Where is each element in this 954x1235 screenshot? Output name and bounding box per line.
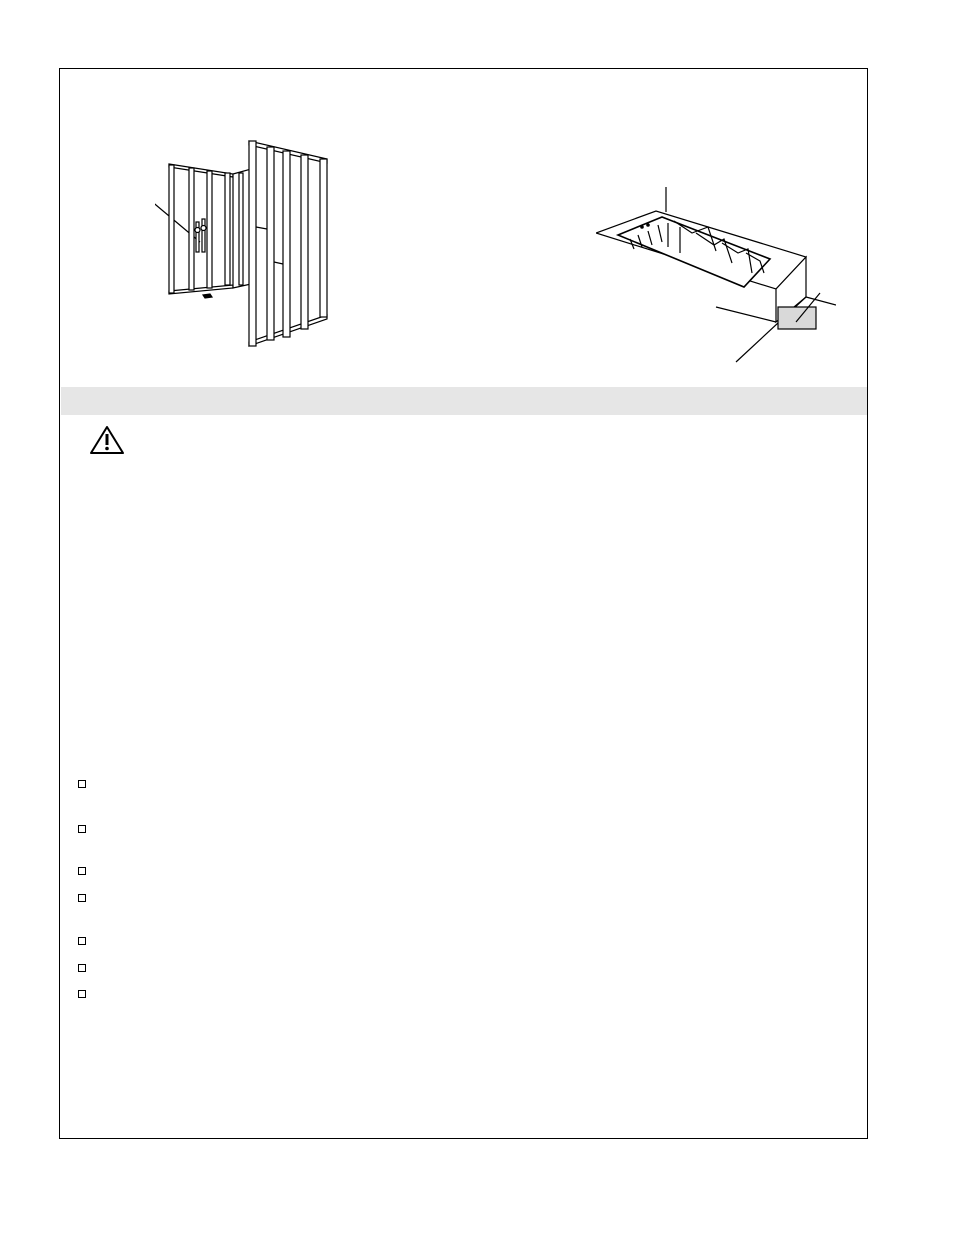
wall-framing-illustration xyxy=(155,137,395,352)
section-header-band xyxy=(61,387,867,415)
checkbox-icon xyxy=(78,894,86,902)
checkbox-icon xyxy=(78,825,86,833)
checkbox-icon xyxy=(78,867,86,875)
drop-in-deck-illustration xyxy=(596,187,836,387)
checkbox-icon xyxy=(78,937,86,945)
warning-triangle-icon xyxy=(88,424,126,456)
checkbox-icon xyxy=(78,780,86,788)
checkbox-icon xyxy=(78,990,86,998)
checkbox-icon xyxy=(78,964,86,972)
page-frame xyxy=(59,68,868,1139)
